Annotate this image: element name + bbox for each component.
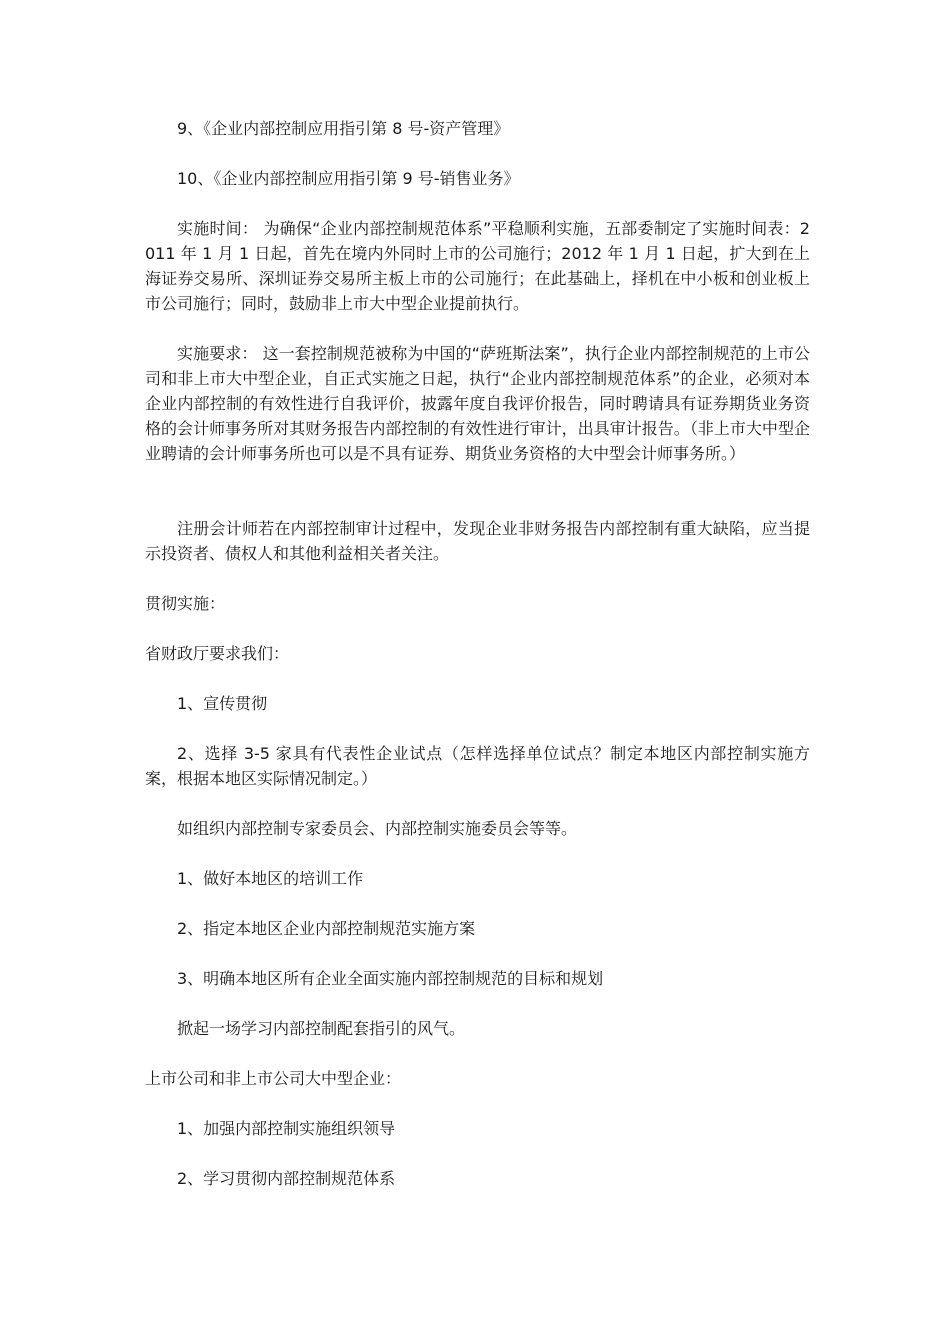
heading-listed-companies: 上市公司和非上市公司大中型企业： xyxy=(145,1069,402,1088)
paragraph-item-9: 9、《企业内部控制应用指引第 8 号-资产管理》 xyxy=(177,119,510,138)
paragraph-cpa-notice: 注册会计师若在内部控制审计过程中，发现企业非财务报告内部控制有重大缺陷，应当提示投资者、债权人和其他利益相关者关注。 xyxy=(145,519,810,563)
paragraph-committees: 如组织内部控制专家委员会、内部控制实施委员会等等。 xyxy=(177,819,578,838)
heading-implementation: 贯彻实施： xyxy=(145,594,226,613)
list-item-plan: 2、指定本地区企业内部控制规范实施方案 xyxy=(177,919,476,938)
heading-provincial-requirements: 省财政厅要求我们： xyxy=(145,644,290,663)
paragraph-study-atmosphere: 掀起一场学习内部控制配套指引的风气。 xyxy=(177,1019,466,1038)
paragraph-implementation-requirements: 实施要求： 这一套控制规范被称为中国的“萨班斯法案”，执行企业内部控制规范的上市公司和非上市大中型企业，自正式实施之日起，执行“企业内部控制规范体系”的企业，必须对本企业内部控制的有效性进行自我评价，披露年度自我评价报告，同时聘请具有证券期货业务资格的会计师事务所对其财务报告内部控制的有效性进行审计，出具审计报告。（非上市大中型企业聘请的会计师事务所也可以是不具有证券、期货业务资格的大中型会计师事务所。） xyxy=(145,344,810,463)
paragraph-implementation-time: 实施时间： 为确保“企业内部控制规范体系”平稳顺利实施，五部委制定了实施时间表：2011 年 1 月 1 日起，首先在境内外同时上市的公司施行；2012 年 1 月 1 日起，扩大到在上海证券交易所、深圳证券交易所主板上市的公司施行；在此基础上，择机在中小板和创业板上市公司施行；同时，鼓励非上市大中型企业提前执行。 xyxy=(145,219,810,313)
list-item-goals: 3、明确本地区所有企业全面实施内部控制规范的目标和规划 xyxy=(177,969,604,988)
paragraph-item-10: 10、《企业内部控制应用指引第 9 号-销售业务》 xyxy=(177,169,520,188)
list-item-training: 1、做好本地区的培训工作 xyxy=(177,869,364,888)
list-item-leadership: 1、加强内部控制实施组织领导 xyxy=(177,1119,396,1138)
list-item-publicize: 1、宣传贯彻 xyxy=(177,694,268,713)
list-item-study-system: 2、学习贯彻内部控制规范体系 xyxy=(177,1169,396,1188)
list-item-pilot: 2、选择 3-5 家具有代表性企业试点（怎样选择单位试点？制定本地区内部控制实施方案，根据本地区实际情况制定。） xyxy=(145,744,810,788)
